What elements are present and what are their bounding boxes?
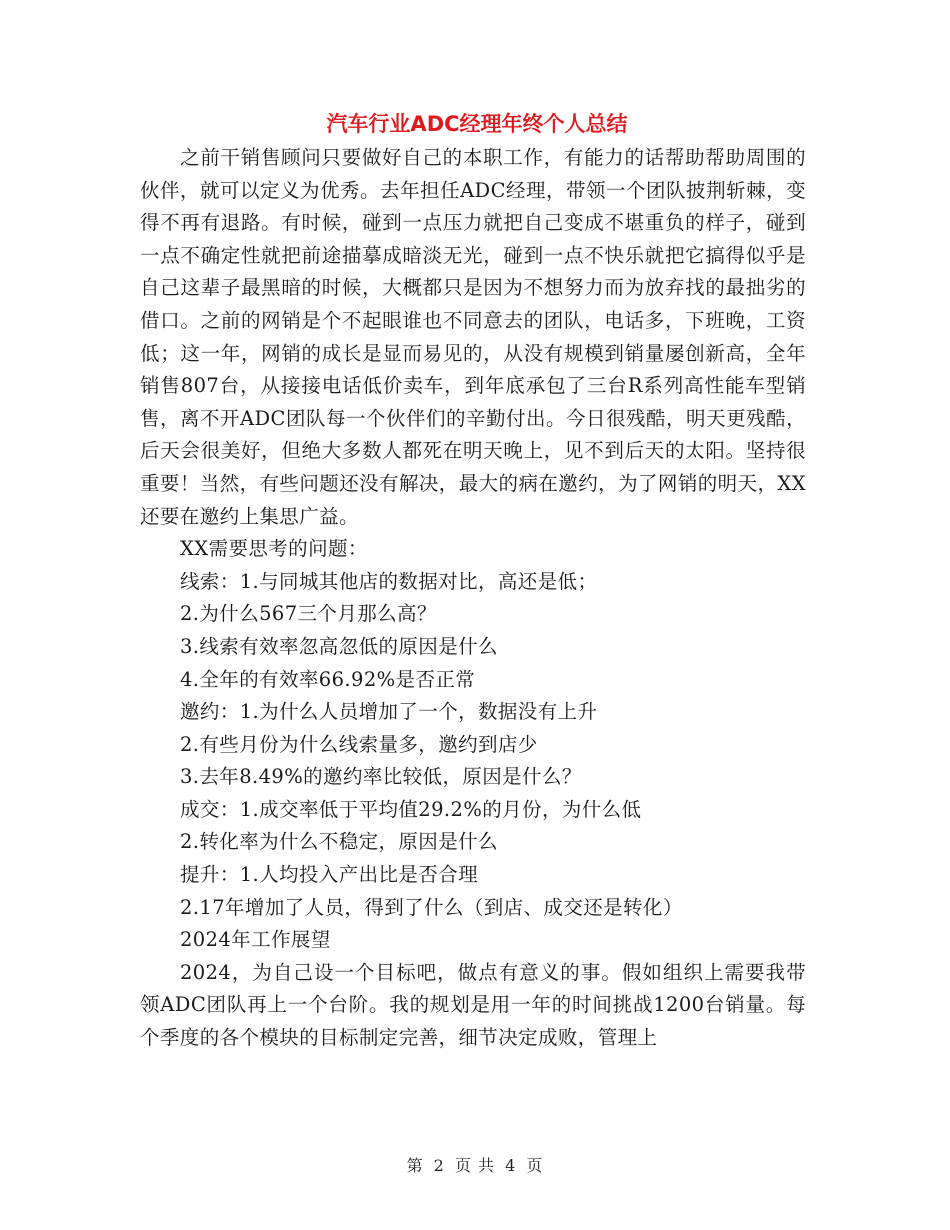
section-heading: 2024年工作展望	[180, 928, 331, 952]
list-item: 提升：1.人均投入产出比是否合理	[180, 863, 479, 887]
list-item: 成交：1.成交率低于平均值29.2%的月份，为什么低	[180, 797, 642, 821]
list-item: 邀约：1.为什么人员增加了一个，数据没有上升	[180, 700, 598, 724]
body-paragraph: 2024，为自己设一个目标吧，做点有意义的事。假如组织上需要我带领ADC团队再上一个台阶。我的规划是用一年的时间挑战1200台销量。每个季度的各个模块的目标制定完善，细节决定成败，管理上	[140, 960, 806, 1050]
list-item: 4.全年的有效率66.92%是否正常	[180, 667, 476, 691]
list-item: 3.线索有效率忽高忽低的原因是什么	[180, 634, 498, 658]
list-item: 线索：1.与同城其他店的数据对比，高还是低；	[180, 569, 598, 593]
section-heading: XX需要思考的问题：	[180, 537, 368, 561]
list-item: 2.转化率为什么不稳定，原因是什么	[180, 830, 498, 854]
page-footer	[0, 1154, 950, 1178]
list-item: 2.有些月份为什么线索量多，邀约到店少	[180, 732, 538, 756]
list-item: 2.为什么567三个月那么高？	[180, 602, 437, 626]
footer-suffix: 页	[526, 1156, 544, 1175]
document-title: 汽车行业ADC经理年终个人总结	[326, 112, 628, 136]
list-item: 2.17年增加了人员，得到了什么（到店、成交还是转化）	[180, 895, 683, 919]
footer-total-pages: 4	[505, 1156, 517, 1175]
footer-middle: 页 共	[454, 1156, 496, 1175]
body-paragraph: 之前干销售顾问只要做好自己的本职工作，有能力的话帮助帮助周围的伙伴，就可以定义为优秀。去年担任ADC经理，带领一个团队披荆斩棘，变得不再有退路。有时候，碰到一点压力就把自己变成不堪重负的样子，碰到一点不确定性就把前途描摹成暗淡无光，碰到一点不快乐就把它搞得似乎是自己这辈子最黑暗的时候，大概都只是因为不想努力而为放弃找的最拙劣的借口。之前的网销是个不起眼谁也不同意去的团队，电话多，下班晚，工资低；这一年，网销的成长是显而易见的，从没有规模到销量屡创新高，全年销售807台，从接接电话低价卖车，到年底承包了三台R系列高性能车型销售，离不开ADC团队每一个伙伴们的辛勤付出。今日很残酷，明天更残酷，后天会很美好，但绝大多数人都死在明天晚上，见不到后天的太阳。坚持很重要！当然，有些问题还没有解决，最大的病在邀约，为了网销的明天，XX还要在邀约上集思广益。	[140, 146, 806, 528]
list-item: 3.去年8.49%的邀约率比较低，原因是什么？	[180, 765, 582, 789]
footer-page-number: 2	[433, 1156, 445, 1175]
document-page	[140, 106, 806, 1055]
footer-prefix: 第	[406, 1156, 424, 1175]
